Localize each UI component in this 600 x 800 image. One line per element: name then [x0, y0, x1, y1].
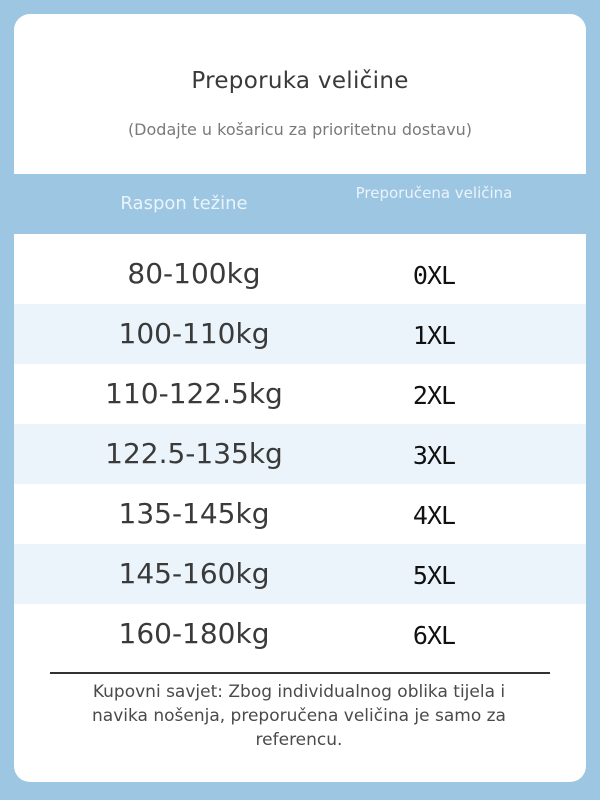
weight-cell: 122.5-135kg: [105, 437, 283, 470]
weight-range-header: Raspon težine: [120, 193, 248, 214]
recommended-size-header: Preporučena veličina: [355, 184, 513, 202]
table-row: [14, 484, 586, 544]
chart-subtitle: (Dodajte u košaricu za prioritetnu dostavu): [127, 120, 473, 139]
size-chart-card: [14, 14, 586, 782]
size-cell: 0XL: [412, 261, 456, 290]
size-cell: 2XL: [412, 381, 456, 410]
table-row: [14, 604, 586, 664]
table-header: [14, 174, 586, 234]
weight-cell: 135-145kg: [118, 497, 270, 530]
size-cell: 6XL: [412, 621, 456, 650]
size-table-body: [14, 244, 586, 664]
size-cell: 4XL: [412, 501, 456, 530]
weight-cell: 145-160kg: [118, 557, 270, 590]
table-row: [14, 364, 586, 424]
weight-cell: 160-180kg: [118, 617, 270, 650]
shopping-tip: Kupovni savjet: Zbog individualnog oblika tijela i navika nošenja, preporučena veličina je samo za referencu.: [92, 682, 506, 750]
weight-cell: 80-100kg: [127, 257, 261, 290]
table-row: [14, 424, 586, 484]
footnote-divider: [50, 672, 550, 674]
table-row: [14, 544, 586, 604]
size-cell: 1XL: [412, 321, 456, 350]
table-row: [14, 244, 586, 304]
weight-cell: 100-110kg: [118, 317, 270, 350]
table-row: [14, 304, 586, 364]
size-cell: 3XL: [412, 441, 456, 470]
chart-title: Preporuka veličine: [191, 68, 409, 94]
weight-cell: 110-122.5kg: [105, 377, 283, 410]
size-cell: 5XL: [412, 561, 456, 590]
